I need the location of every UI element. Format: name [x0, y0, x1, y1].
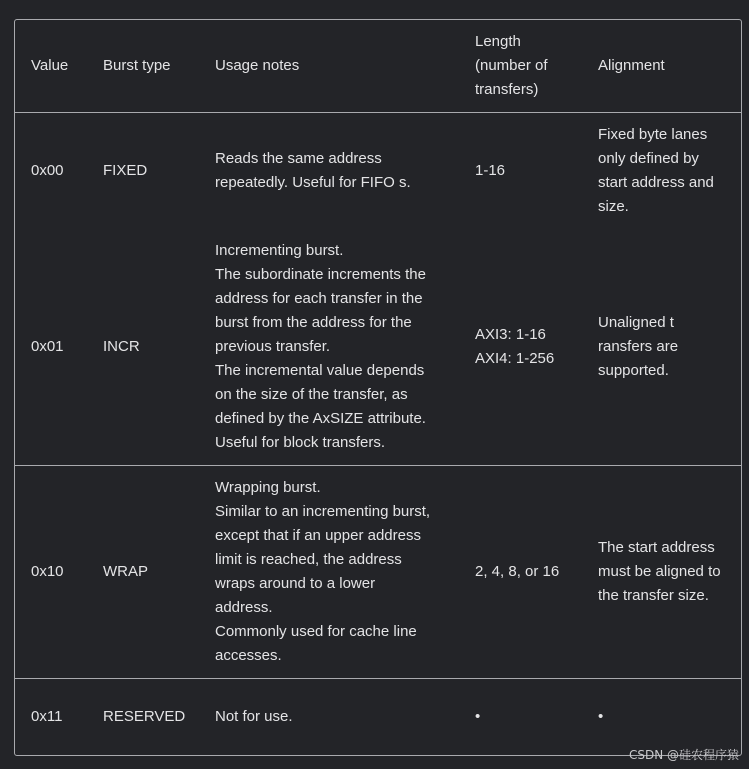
table-row — [15, 229, 741, 466]
cell-alignment — [582, 679, 741, 756]
table-row — [15, 679, 741, 756]
cell-alignment: Unaligned t ransfers are supported. — [582, 229, 741, 466]
header-value: Value — [15, 20, 87, 113]
watermark: CSDN @硅农程序猿 — [628, 748, 739, 762]
cell-usage-notes: Not for use. — [215, 708, 293, 725]
cell-alignment: Fixed byte lanes only defined by start address and size. — [598, 126, 714, 215]
cell-alignment: The start address must be aligned to the transfer size. — [582, 466, 741, 679]
cell-length — [459, 679, 582, 756]
cell-usage-notes: Incrementing burst. The subordinate increments the address for each transfer in the burst from the address for the previous transfer. The incremental value depends on the size of the transfer, as defined by the AxSIZE attribute. Useful for block transfers. — [199, 229, 459, 466]
cell-burst-type: FIXED — [103, 162, 148, 179]
cell-burst-type: INCR — [87, 229, 199, 466]
bullet-dot: • — [598, 708, 604, 725]
cell-value: 0x00 — [31, 162, 64, 179]
cell-value: 0x01 — [15, 229, 87, 466]
cell-length: 2, 4, 8, or 16 — [459, 466, 582, 679]
cell-value: 0x10 — [15, 466, 87, 679]
table-header-row — [15, 20, 741, 113]
cell-usage-notes: Reads the same address repeatedly. Useful for FIFO s. — [215, 150, 411, 191]
burst-type-table — [14, 19, 742, 756]
cell-length: 1-16 — [475, 162, 506, 179]
bullet-dot: • — [475, 708, 481, 725]
cell-burst-type: WRAP — [87, 466, 199, 679]
header-burst-type: Burst type — [87, 20, 199, 113]
cell-length: AXI3: 1-16 AXI4: 1-256 — [459, 229, 582, 466]
header-usage-notes: Usage notes — [199, 20, 459, 113]
cell-burst-type: RESERVED — [103, 708, 186, 725]
cell-usage-notes: Wrapping burst. Similar to an incrementing burst, except that if an upper address limit is reached, the address wraps around to a lower address. Commonly used for cache line accesses. — [199, 466, 459, 679]
header-length: Length (number of transfers) — [459, 20, 582, 113]
table-row — [15, 466, 741, 679]
table-row — [15, 113, 741, 230]
header-alignment: Alignment — [582, 20, 741, 113]
cell-value: 0x11 — [31, 708, 63, 725]
